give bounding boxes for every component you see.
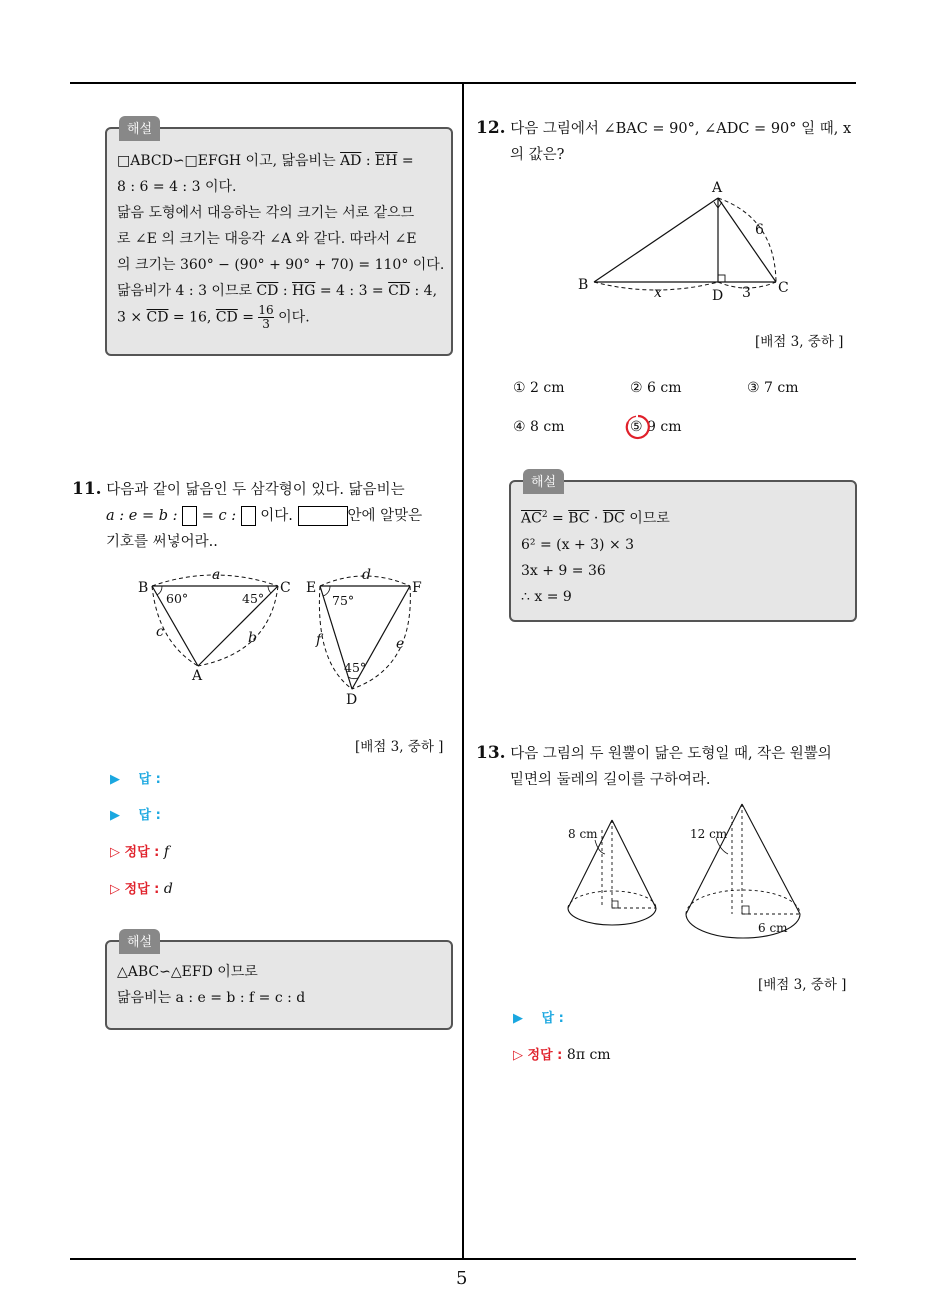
q13-correct [513,1044,611,1063]
vertex-C-label: C [280,580,291,596]
q11-score: [배점 3, 중하 ] [355,739,444,755]
sol12-line-1: $\overline{AC}^2 = \overline{BC} \cdot \overline{DC}$ 이므로 [521,510,670,527]
q11-line-1 [72,476,452,503]
q11-text-1: 다음과 같이 닮음인 두 삼각형이 있다. 닮음비는 [106,482,405,498]
vertex-B-label: B [138,580,149,596]
question-11 [72,476,452,555]
q11-triangles-figure [130,562,430,712]
sol10-line-3: 닮음 도형에서 대응하는 각의 크기는 서로 같으므 [117,205,415,221]
q12-right-triangle-figure [570,178,800,303]
vertex-C-label: C [778,280,789,296]
angle-E-label: 75° [332,593,355,608]
correct-value: d [163,881,173,897]
large-cone-radius-label: 6 cm [758,921,788,935]
q12-line-1 [476,115,856,142]
q11-line-3: 기호를 써넣어라.. [106,534,218,550]
answer-label: 답 : [541,1011,564,1026]
correct-label: 정답 : [527,1048,563,1063]
correct-label: 정답 : [124,882,160,897]
side-f-label: f [316,632,322,648]
question-13 [476,740,856,793]
vertex-F-label: F [412,580,422,596]
q11-number: 11. [72,479,102,499]
side-DC-label: 3 [742,285,751,301]
q13-number: 13. [476,743,506,763]
solution-text-q12 [521,502,670,610]
solution-text-q10 [117,148,447,331]
q13-cones-figure [560,800,810,950]
q11-ratio-part-1: a : e = b : [106,508,178,524]
angle-C-label: 45° [242,591,265,606]
option-5[interactable]: ⑤ 9 cm [630,419,682,435]
side-d-label: d [362,567,371,583]
q12-number: 12. [476,118,506,138]
solution-tag-q10: 해설 [119,116,160,141]
q13-answer [513,1007,564,1026]
correct-marker-icon: ▷ [513,1048,523,1063]
q11-answer-2 [110,804,161,823]
q12-score: [배점 3, 중하 ] [755,334,844,350]
angle-B-label: 60° [166,591,189,606]
correct-value: 8π cm [566,1047,611,1063]
q11-text-2: 안에 알맞은 [347,508,423,524]
answer-label: 답 : [138,808,161,823]
correct-value: f [163,844,170,860]
side-AC-label: 6 [755,222,764,238]
column-divider [462,82,464,1260]
sol10-line-7: $3 \times \overline{CD} = 16$, $\overline{CD}$ = $\frac{16}{3}$ 이다. [117,303,310,331]
small-cone-slant-label: 8 cm [568,827,598,841]
sol10-line-1: □ABCD∽□EFGH 이고, 닮음비는 $\overline{AD}$ : $\overline{EH}$ = [117,153,414,169]
sol10-line-2: 8 : 6 = 4 : 3 이다. [117,179,237,195]
q13-line-2: 밑면의 둘레의 길이를 구하여라. [510,772,711,788]
correct-marker-icon: ▷ [110,845,120,860]
option-3[interactable]: ③ 7 cm [747,380,799,396]
side-c-label: c [156,624,164,640]
vertex-A-label: A [712,180,723,196]
answer-marker-icon: ▶ [110,772,120,787]
vertex-D-label: D [346,692,358,708]
vertex-B-label: B [578,277,589,293]
answer-marker-icon: ▶ [110,808,120,823]
angle-D-label: 45° [344,660,367,675]
large-cone-slant-label: 12 cm [690,827,728,841]
q12-text-1: 다음 그림에서 ∠BAC = 90°, ∠ADC = 90° 일 때, x [510,121,852,137]
q11-correct-1 [110,841,169,860]
sol10-line-6: 닮음비가 4 : 3 이므로 $\overline{CD}$ : $\overline{HG} = 4$ : $3 = \overline{CD}$ : 4, [117,283,438,299]
q11-line-2 [72,503,452,529]
sol10-line-5: 의 크기는 360° − (90° + 90° + 70) = 110° 이다. [117,257,445,273]
q13-text-1: 다음 그림의 두 원뿔이 닮은 도형일 때, 작은 원뿔의 [510,746,832,762]
vertex-A-label: A [192,668,203,684]
solution-tag-q12: 해설 [523,469,564,494]
solution-tag-q11: 해설 [119,929,160,954]
answer-blank-1[interactable] [182,506,197,526]
sol12-line-4: ∴ x = 9 [521,588,572,605]
answer-blank-legend [298,506,348,526]
option-1[interactable]: ① 2 cm [513,380,565,396]
option-4[interactable]: ④ 8 cm [513,419,565,435]
sol11-line-2: 닮음비는 a : e = b : f = c : d [117,990,306,1006]
option-2[interactable]: ② 6 cm [630,380,682,396]
q13-line-1 [476,740,856,767]
vertex-E-label: E [306,580,317,596]
vertex-D-label: D [712,288,724,303]
correct-marker-icon: ▷ [110,882,120,897]
sol12-line-2: 6² = (x + 3) × 3 [521,536,635,553]
selected-answer-circle-icon [624,413,652,441]
q11-ratio-end: 이다. [260,508,293,524]
solution-text-q11 [117,959,305,1011]
answer-blank-2[interactable] [241,506,256,526]
side-b-label: b [248,630,257,646]
q11-ratio-part-2: = c : [201,508,237,524]
q11-correct-2 [110,878,173,897]
q11-answer-1 [110,768,161,787]
page-number: 5 [456,1268,468,1289]
sol12-line-3: 3x + 9 = 36 [521,562,606,579]
answer-label: 답 : [138,772,161,787]
sol10-line-4: 로 ∠E 의 크기는 대응각 ∠A 와 같다. 따라서 ∠E [117,231,417,247]
side-e-label: e [396,636,405,652]
question-12 [476,115,856,168]
correct-label: 정답 : [124,845,160,860]
side-BD-label: x [654,285,662,301]
side-a-label: a [212,567,221,583]
q12-line-2: 의 값은? [510,147,565,163]
answer-marker-icon: ▶ [513,1011,523,1026]
sol11-line-1: △ABC∽△EFD 이므로 [117,964,258,980]
q13-score: [배점 3, 중하 ] [758,977,847,993]
